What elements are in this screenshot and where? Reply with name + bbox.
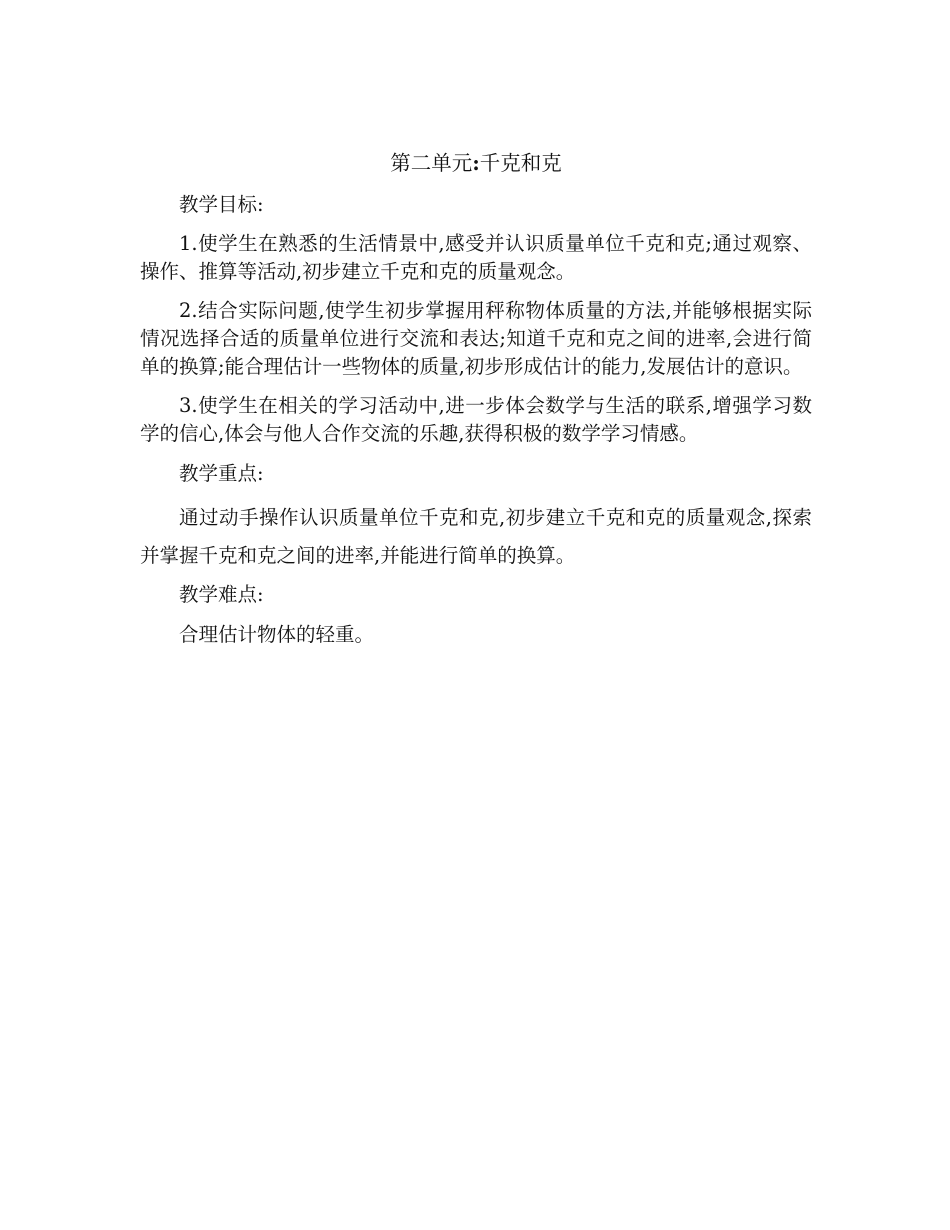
title-prefix: 第二单元	[390, 151, 473, 175]
objective-3: 3.使学生在相关的学习活动中,进一步体会数学与生活的联系,增强学习数学的信心,体会与他人合作交流的乐趣,获得积极的数学学习情感。	[140, 394, 812, 445]
key-points-heading: 教学重点:	[179, 462, 264, 485]
objectives-heading: 教学目标:	[179, 193, 264, 216]
objective-2: 2.结合实际问题,使学生初步掌握用秤称物体质量的方法,并能够根据实际情况选择合适的质量单位进行交流和表达;知道千克和克之间的进率,会进行简单的换算;能合理估计一些物体的质量,初步形成估计的能力,发展估计的意识。	[140, 299, 812, 378]
difficulty-text: 合理估计物体的轻重。	[179, 623, 375, 646]
title-suffix: 千克和克	[479, 151, 562, 175]
key-points-text: 通过动手操作认识质量单位千克和克,初步建立千克和克的质量观念,探索并掌握千克和克之间的进率,并能进行简单的换算。	[140, 506, 812, 567]
objective-1: 1.使学生在熟悉的生活情景中,感受并认识质量单位千克和克;通过观察、操作、推算等活动,初步建立千克和克的质量观念。	[140, 232, 812, 283]
difficulty-heading: 教学难点:	[179, 583, 264, 606]
document-title	[140, 146, 812, 180]
title-colon: :	[472, 151, 480, 175]
document-body	[140, 146, 812, 660]
